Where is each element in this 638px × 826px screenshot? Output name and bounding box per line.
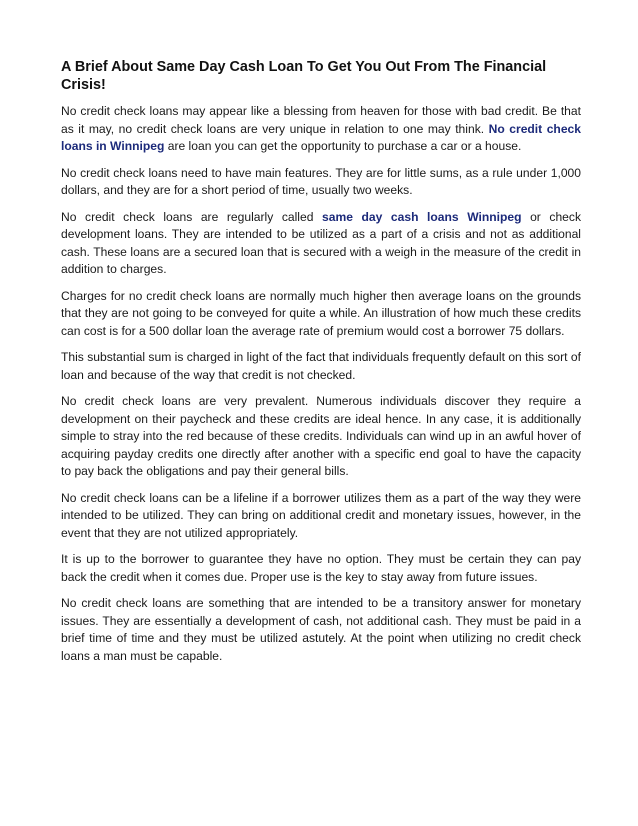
paragraph-4: Charges for no credit check loans are normally much higher then average loans on the grounds that they are not going to be conveyed for quite a while. An illustration of how much these credits can cost is for a 500 dollar loan the average rate of premium would cost a borrower 75 dollars. (61, 288, 581, 338)
paragraph-8: It is up to the borrower to guarantee they have no option. They must be certain they can pay back the credit when it comes due. Proper use is the key to stay away from future issues. (61, 552, 581, 584)
paragraph-1 (61, 103, 581, 156)
paragraph-3 (61, 209, 581, 279)
paragraph-1-text-a: No credit check loans may appear like a blessing from heaven for those with bad credit. Be that as it may, no credit check loans are very unique in relation to one may think. (61, 104, 581, 136)
paragraph-5: This substantial sum is charged in light of the fact that individuals frequently default on this sort of loan and because of the way that credit is not checked. (61, 350, 581, 382)
paragraph-2: No credit check loans need to have main features. They are for little sums, as a rule under 1,000 dollars, and they are for a short period of time, usually two weeks. (61, 165, 581, 197)
paragraph-9: No credit check loans are something that are intended to be a transitory answer for monetary issues. They are essentially a development of cash, not additional cash. They must be paid in a brief time of time and they must be utilized astutely. At the point when utilizing no credit check loans a man must be capable. (61, 596, 581, 663)
paragraph-3-text-b: or check development loans. They are intended to be utilized as a part of a crisis and not as additional cash. These loans are a secured loan that is secured with a weigh in the measure of the credit in addition to charges. (61, 209, 582, 276)
paragraph-7: No credit check loans can be a lifeline if a borrower utilizes them as a part of the way they were intended to be utilized. They can bring on additional credit and monetary issues, however, in the event that they are not utilized appropriately. (61, 490, 581, 540)
paragraph-6: No credit check loans are very prevalent. Numerous individuals discover they require a development on their paycheck and these credits are ideal hence. In any case, it is additionally simple to stray into the red because of these credits. Individuals can wind up in an awful hover of acquiring payday credits one directly after another with a specific end goal to have the capacity to pay back the obligations and pay their general bills. (61, 394, 581, 478)
article-title: A Brief About Same Day Cash Loan To Get You Out From The Financial Crisis! (61, 59, 547, 93)
paragraph-3-text-a: No credit check loans are regularly called (61, 209, 322, 224)
paragraph-1-text-b: are loan you can get the opportunity to purchase a car or a house. (164, 139, 522, 153)
keyword-link-no-credit-check-loans-winnipeg[interactable]: No credit check loans in Winnipeg (61, 121, 581, 153)
keyword-link-same-day-cash-loans-winnipeg[interactable]: same day cash loans Winnipeg (322, 209, 522, 224)
